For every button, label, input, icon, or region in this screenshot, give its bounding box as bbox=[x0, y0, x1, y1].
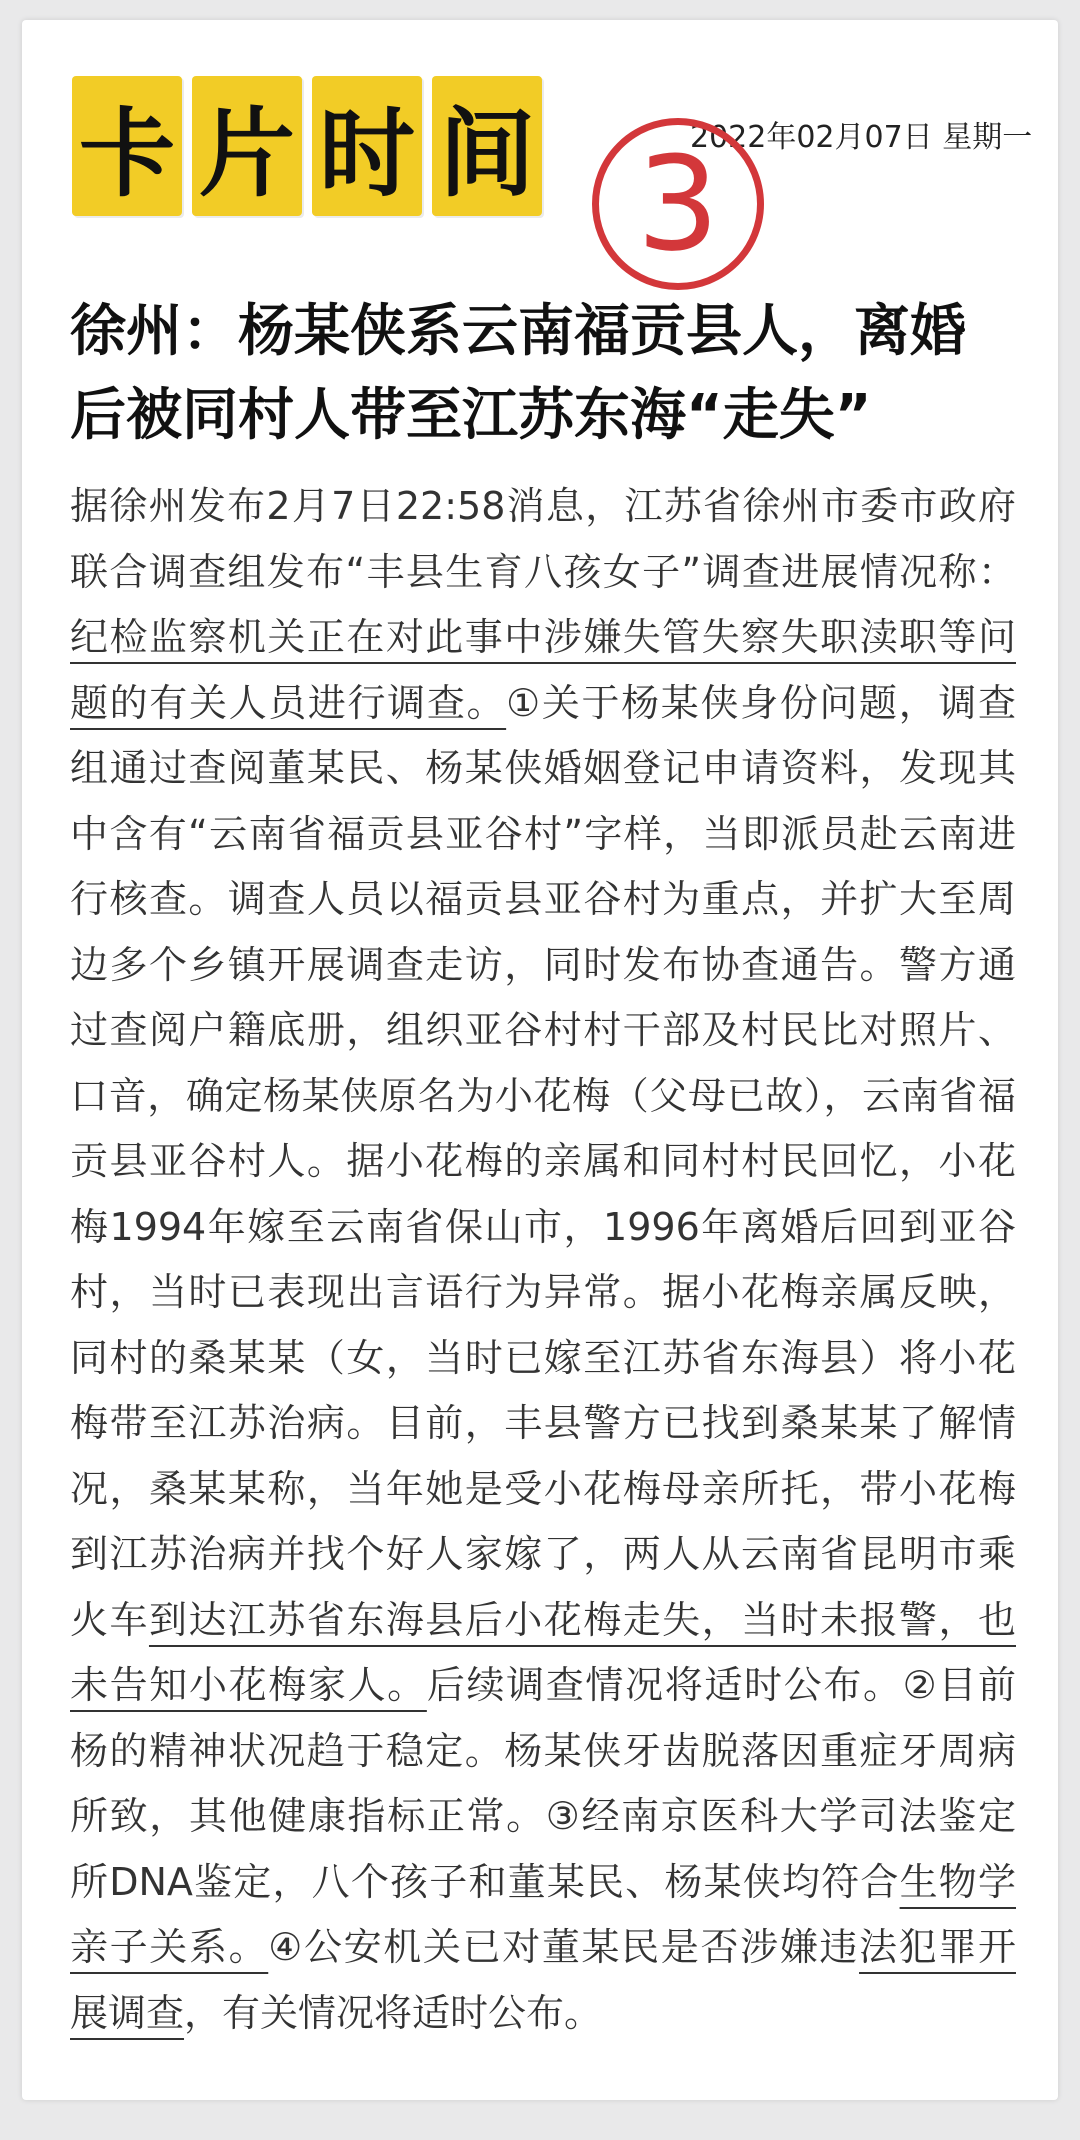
tag-char: 片 bbox=[192, 76, 302, 216]
body-segment: ④公安机关已对董某民是否涉嫌违 bbox=[268, 1925, 860, 1969]
article-body bbox=[70, 474, 1016, 2046]
body-segment: 后续调查情况将适时公布。②目前杨的精神状况趋于稳定。杨某侠牙齿脱落因重症牙周病所致，其他健康指标正常。③经南京医科大学司法鉴定所DNA鉴定，八个孩子和董某民、杨某侠均符合 bbox=[70, 1663, 1016, 1904]
issue-number-circle bbox=[592, 118, 764, 290]
card-time-tag bbox=[72, 76, 542, 216]
article-headline: 徐州：杨某侠系云南福贡县人，离婚后被同村人带至江苏东海“走失” bbox=[70, 299, 966, 448]
publish-date: 2022年02月07日 星期一 bbox=[690, 120, 1033, 155]
tag-char: 间 bbox=[432, 76, 542, 216]
body-segment-underlined: 法犯罪开展调查 bbox=[70, 1925, 1016, 2035]
tag-char: 时 bbox=[312, 76, 422, 216]
body-segment-underlined: 到达江苏省东海县后小花梅走失，当时未报警，也未告知小花梅家人。 bbox=[70, 1597, 1016, 1707]
body-segment-underlined: 纪检监察机关正在对此事中涉嫌失管失察失职渎职等问题的有关人员进行调查。 bbox=[70, 615, 1016, 725]
body-segment: ，有关情况将适时公布。 bbox=[184, 1990, 603, 2035]
body-segment: ①关于杨某侠身份问题，调查组通过查阅董某民、杨某侠婚姻登记申请资料，发现其中含有“云南省福贡县亚谷村”字样，当即派员赴云南进行核查。调查人员以福贡县亚谷村为重点，并扩大至周边多个乡镇开展调查走访，同时发布协查通告。警方通过查阅户籍底册，组织亚谷村村干部及村民比对照片、口音，确定杨某侠原名为小花梅（父母已故），云南省福贡县亚谷村人。据小花梅的亲属和同村村民回忆，小花梅1994年嫁至云南省保山市，1996年离婚后回到亚谷村，当时已表现出言语行为异常。据小花梅亲属反映，同村的桑某某（女，当时已嫁至江苏省东海县）将小花梅带至江苏治病。目前，丰县警方已找到桑某某了解情况，桑某某称，当年她是受小花梅母亲所托，带小花梅到江苏治病并找个好人家嫁了，两人从云南省昆明市乘火车 bbox=[70, 680, 1016, 1642]
tag-char: 卡 bbox=[72, 76, 182, 216]
issue-number: 3 bbox=[636, 128, 720, 280]
body-segment-underlined: 生物学亲子关系。 bbox=[70, 1859, 1016, 1969]
body-segment: 据徐州发布2月7日22:58消息，江苏省徐州市委市政府联合调查组发布“丰县生育八孩女子”调查进展情况称： bbox=[70, 484, 1016, 594]
